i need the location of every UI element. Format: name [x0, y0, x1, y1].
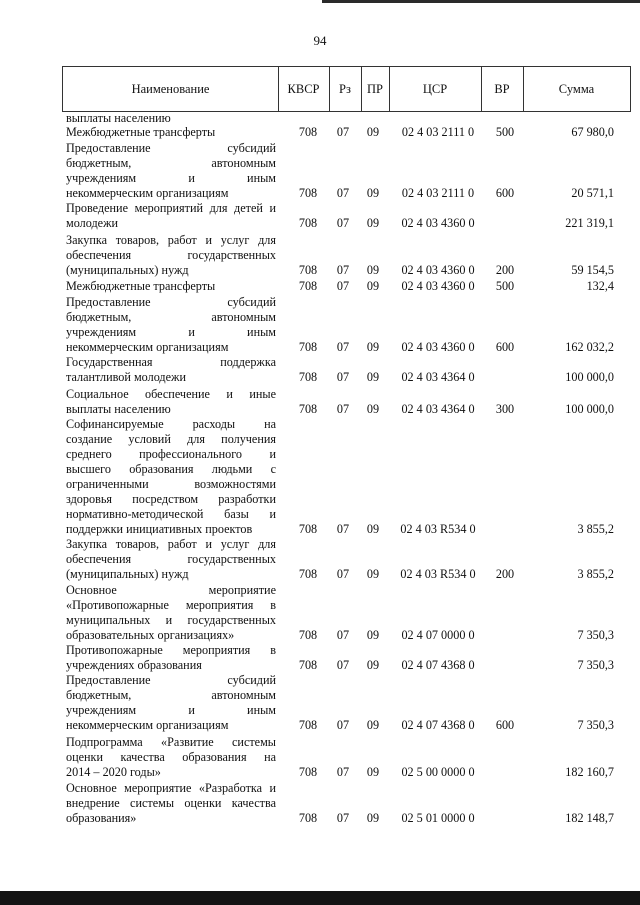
row-name-line: (муниципальных) нужд — [66, 263, 189, 277]
csr-cell: 02 4 03 4364 0 — [401, 402, 475, 416]
row-name-line: обеспечения государственных — [66, 552, 276, 566]
sum-cell: 162 032,2 — [565, 340, 614, 354]
row-name-line: Проведение мероприятий для детей и — [66, 201, 276, 215]
csr-cell: 02 4 03 4360 0 — [401, 279, 475, 293]
rz-cell: 07 — [336, 628, 350, 642]
csr-cell: 02 4 07 0000 0 — [401, 628, 475, 642]
sum-cell: 67 980,0 — [571, 125, 614, 139]
pr-cell: 09 — [366, 125, 380, 139]
row-name-line: молодежи — [66, 216, 119, 230]
pr-cell: 09 — [366, 279, 380, 293]
row-name-line: талантливой молодежи — [66, 370, 186, 384]
row-name-line: высшего образования людьми с — [66, 462, 276, 476]
row-name-line: среднего профессионального и — [66, 447, 276, 461]
pr-cell: 09 — [366, 658, 380, 672]
sum-cell: 3 855,2 — [577, 567, 614, 581]
row-name-line: выплаты населению — [66, 402, 171, 416]
rz-cell: 07 — [336, 263, 350, 277]
table-row — [66, 583, 616, 643]
pr-cell: 09 — [366, 340, 380, 354]
row-name-line: Основное мероприятие «Разработка и — [66, 781, 276, 795]
kvsr-cell: 708 — [298, 186, 318, 200]
header-name: Наименование — [131, 82, 210, 96]
vr-cell: 500 — [495, 125, 515, 139]
scan-edge-top — [322, 0, 640, 3]
sum-cell: 7 350,3 — [577, 628, 614, 642]
table-row — [66, 537, 616, 582]
header-sum: Сумма — [558, 82, 595, 96]
row-name-line: «Противопожарные мероприятия в — [66, 598, 276, 612]
csr-cell: 02 4 03 2111 0 — [401, 186, 475, 200]
row-name-line: бюджетным, автономным — [66, 156, 276, 170]
row-name-line: Подпрограмма «Развитие системы — [66, 735, 276, 749]
sum-cell: 3 855,2 — [577, 522, 614, 536]
pr-cell: 09 — [366, 402, 380, 416]
row-name-line: создание условий для получения — [66, 432, 276, 446]
row-name-line: Предоставление субсидий — [66, 141, 276, 155]
kvsr-cell: 708 — [298, 279, 318, 293]
pr-cell: 09 — [366, 186, 380, 200]
table-row — [66, 643, 616, 673]
table-row — [66, 141, 616, 201]
rz-cell: 07 — [336, 216, 350, 230]
rz-cell: 07 — [336, 567, 350, 581]
kvsr-cell: 708 — [298, 567, 318, 581]
row-name-line: (муниципальных) нужд — [66, 567, 189, 581]
csr-cell: 02 4 03 R534 0 — [400, 522, 476, 536]
row-name-line: Социальное обеспечение и иные — [66, 387, 276, 401]
kvsr-cell: 708 — [298, 522, 318, 536]
csr-cell: 02 4 03 4364 0 — [401, 370, 475, 384]
pr-cell: 09 — [366, 370, 380, 384]
pr-cell: 09 — [366, 811, 380, 825]
pr-cell: 09 — [366, 567, 380, 581]
row-name-line: Закупка товаров, работ и услуг для — [66, 537, 276, 551]
kvsr-cell: 708 — [298, 628, 318, 642]
csr-cell: 02 5 00 0000 0 — [401, 765, 475, 779]
sum-cell: 59 154,5 — [571, 263, 614, 277]
header-vr: ВР — [494, 82, 510, 96]
table-row — [66, 111, 616, 126]
table-row — [66, 125, 616, 140]
table-row — [66, 781, 616, 826]
row-name-line: некоммерческим организациям — [66, 186, 229, 200]
table-row — [66, 201, 616, 231]
rz-cell: 07 — [336, 340, 350, 354]
row-name-line: некоммерческим организациям — [66, 718, 229, 732]
row-name-line: Софинансируемые расходы на — [66, 417, 276, 431]
kvsr-cell: 708 — [298, 765, 318, 779]
vr-cell: 600 — [495, 340, 515, 354]
row-name-line: образования» — [66, 811, 137, 825]
row-name-line: оценки качества образования на — [66, 750, 276, 764]
csr-cell: 02 4 07 4368 0 — [401, 718, 475, 732]
table-row — [66, 355, 616, 385]
sum-cell: 182 160,7 — [565, 765, 614, 779]
row-name-line: некоммерческим организациям — [66, 340, 229, 354]
table-row — [66, 233, 616, 278]
table-row — [66, 387, 616, 417]
rz-cell: 07 — [336, 658, 350, 672]
row-name-line: учреждениям и иным — [66, 171, 276, 185]
rz-cell: 07 — [336, 718, 350, 732]
header-csr: ЦСР — [422, 82, 448, 96]
rz-cell: 07 — [336, 186, 350, 200]
csr-cell: 02 4 03 2111 0 — [401, 125, 475, 139]
page-number: 94 — [313, 33, 327, 48]
kvsr-cell: 708 — [298, 658, 318, 672]
csr-cell: 02 4 03 4360 0 — [401, 216, 475, 230]
row-name-line: здоровья посредством разработки — [66, 492, 276, 506]
csr-cell: 02 4 03 4360 0 — [401, 340, 475, 354]
sum-cell: 182 148,7 — [565, 811, 614, 825]
pr-cell: 09 — [366, 718, 380, 732]
kvsr-cell: 708 — [298, 340, 318, 354]
kvsr-cell: 708 — [298, 125, 318, 139]
table-header — [62, 66, 631, 112]
csr-cell: 02 5 01 0000 0 — [401, 811, 475, 825]
row-name-line: поддержки инициативных проектов — [66, 522, 253, 536]
rz-cell: 07 — [336, 811, 350, 825]
pr-cell: 09 — [366, 628, 380, 642]
header-kvsr: КВСР — [287, 82, 320, 96]
sum-cell: 100 000,0 — [565, 402, 614, 416]
rz-cell: 07 — [336, 125, 350, 139]
sum-cell: 221 319,1 — [565, 216, 614, 230]
row-name-line: учреждениях образования — [66, 658, 202, 672]
vr-cell: 500 — [495, 279, 515, 293]
csr-cell: 02 4 03 R534 0 — [400, 567, 476, 581]
row-name-line: Закупка товаров, работ и услуг для — [66, 233, 276, 247]
kvsr-cell: 708 — [298, 718, 318, 732]
scan-edge-bottom — [0, 891, 640, 905]
table-row — [66, 673, 616, 733]
pr-cell: 09 — [366, 263, 380, 277]
csr-cell: 02 4 07 4368 0 — [401, 658, 475, 672]
pr-cell: 09 — [366, 216, 380, 230]
pr-cell: 09 — [366, 522, 380, 536]
sum-cell: 132,4 — [586, 279, 614, 293]
row-name-line: Предоставление субсидий — [66, 295, 276, 309]
row-name-line: бюджетным, автономным — [66, 688, 276, 702]
row-name-line: учреждениям и иным — [66, 325, 276, 339]
row-name-line: 2014 – 2020 годы» — [66, 765, 161, 779]
header-pr: ПР — [367, 82, 383, 96]
rz-cell: 07 — [336, 370, 350, 384]
row-name-line: нормативно-методической базы и — [66, 507, 276, 521]
kvsr-cell: 708 — [298, 216, 318, 230]
sum-cell: 7 350,3 — [577, 718, 614, 732]
sum-cell: 7 350,3 — [577, 658, 614, 672]
row-name-line: Противопожарные мероприятия в — [66, 643, 276, 657]
pr-cell: 09 — [366, 765, 380, 779]
row-name-line: образовательных организациях» — [66, 628, 235, 642]
vr-cell: 200 — [495, 567, 515, 581]
row-name-line: учреждениям и иным — [66, 703, 276, 717]
table-row — [66, 279, 616, 294]
row-name-line: Государственная поддержка — [66, 355, 276, 369]
rz-cell: 07 — [336, 402, 350, 416]
sum-cell: 20 571,1 — [571, 186, 614, 200]
row-name-line: обеспечения государственных — [66, 248, 276, 262]
kvsr-cell: 708 — [298, 370, 318, 384]
header-rz: Рз — [339, 82, 351, 96]
row-name-line: бюджетным, автономным — [66, 310, 276, 324]
row-name-line: Межбюджетные трансферты — [66, 279, 216, 293]
csr-cell: 02 4 03 4360 0 — [401, 263, 475, 277]
row-name-line: Основное мероприятие — [66, 583, 276, 597]
kvsr-cell: 708 — [298, 811, 318, 825]
row-name-line: ограниченными возможностями — [66, 477, 276, 491]
row-name-line: Предоставление субсидий — [66, 673, 276, 687]
table-row — [66, 295, 616, 355]
row-name-line: выплаты населению — [66, 111, 171, 125]
table-row — [66, 735, 616, 780]
rz-cell: 07 — [336, 765, 350, 779]
row-name-line: внедрение системы оценки качества — [66, 796, 276, 810]
kvsr-cell: 708 — [298, 263, 318, 277]
kvsr-cell: 708 — [298, 402, 318, 416]
rz-cell: 07 — [336, 522, 350, 536]
table-row — [66, 417, 616, 537]
vr-cell: 600 — [495, 718, 515, 732]
vr-cell: 300 — [495, 402, 515, 416]
rz-cell: 07 — [336, 279, 350, 293]
row-name-line: муниципальных и государственных — [66, 613, 276, 627]
vr-cell: 600 — [495, 186, 515, 200]
sum-cell: 100 000,0 — [565, 370, 614, 384]
row-name-line: Межбюджетные трансферты — [66, 125, 216, 139]
vr-cell: 200 — [495, 263, 515, 277]
